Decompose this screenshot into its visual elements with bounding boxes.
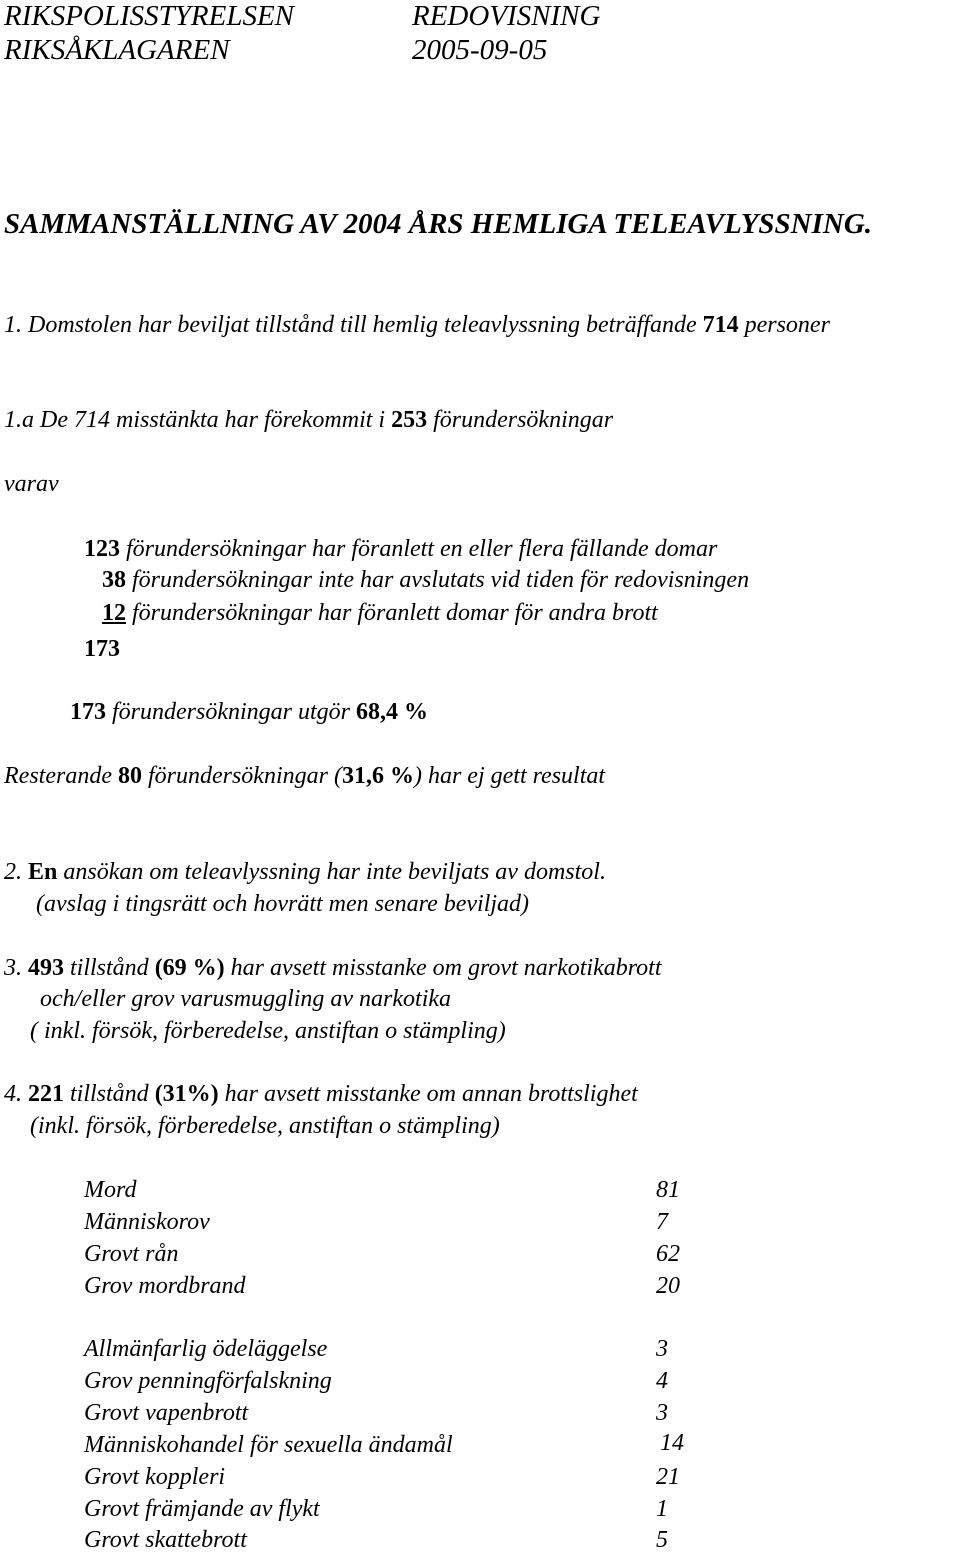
item1a-line [4,408,613,432]
item3-num: 3. [4,955,22,981]
crime-name: Grovt vapenbrott [84,1400,249,1426]
header-org2: RIKSÅKLAGAREN [4,34,230,66]
breakdown-sum-value: 173 [84,636,120,662]
crime-name: Grovt skattebrott [84,1527,247,1553]
crime-name: Mord [84,1177,137,1203]
crime-name: Människohandel för sexuella ändamål [84,1432,453,1458]
breakdown-text-3: förundersökningar har föranlett domar för andra brott [132,600,658,626]
summary-percent: 68,4 % [356,699,429,725]
breakdown-value-1: 123 [84,536,120,562]
item1a-value: 253 [391,407,428,433]
item2-line2: (avslag i tingsrätt och hovrätt men senare beviljad) [36,891,530,917]
rest-text: förundersökningar ( [147,763,342,789]
crime-name: Människorov [84,1209,210,1235]
rest-percent: 31,6 % [341,763,414,789]
crime-count: 81 [656,1177,680,1203]
breakdown-line-3 [102,601,658,625]
item4-num: 4. [4,1081,22,1107]
crime-count: 21 [656,1464,680,1490]
item2-num: 2. [4,859,22,885]
breakdown-value-2: 38 [102,567,126,593]
rest-suffix: ) har ej gett resultat [413,763,606,789]
crime-name: Grov mordbrand [84,1273,246,1299]
summary-line [70,700,428,724]
item1a-suffix: förundersökningar [433,407,614,433]
item2-bold: En [28,859,58,885]
crime-count: 14 [660,1430,684,1456]
item4-value: 221 [28,1081,64,1107]
item2-line [4,860,606,884]
breakdown-value-3: 12 [102,600,126,626]
rest-value: 80 [117,763,142,789]
breakdown-line-1 [84,537,717,561]
item3-percent: (69 %) [154,955,225,981]
summary-value: 173 [70,699,106,725]
breakdown-text-1: förundersökningar har föranlett en eller flera fällande domar [126,536,718,562]
rest-prefix: Resterande [4,763,112,789]
breakdown-text-2: förundersökningar inte har avslutats vid tiden för redovisningen [132,567,750,593]
crime-count: 4 [656,1368,668,1394]
item4-line [4,1082,638,1106]
crime-name: Grovt koppleri [84,1464,226,1490]
summary-text: förundersökningar utgör [112,699,351,725]
item4-percent: (31%) [154,1081,219,1107]
item3-line2: och/eller grov varusmuggling av narkotika [40,986,452,1012]
crime-count: 5 [656,1527,668,1553]
crime-count: 3 [656,1400,668,1426]
item4-text1: tillstånd [70,1081,149,1107]
item1-value: 714 [702,312,739,338]
crime-name: Grovt främjande av flykt [84,1496,320,1522]
item1a-prefix: 1.a De 714 misstänkta har förekommit i [4,407,386,433]
breakdown-sum [84,637,120,661]
crime-count: 1 [656,1496,668,1522]
header-org1: RIKSPOLISSTYRELSEN [4,0,295,32]
crime-name: Allmänfarlig ödeläggelse [84,1336,328,1362]
item4-text2: har avsett misstanke om annan brottslighet [224,1081,638,1107]
crime-count: 3 [656,1336,668,1362]
header-date: 2005-09-05 [412,34,548,66]
crime-name: Grovt rån [84,1241,179,1267]
item3-text2: har avsett misstanke om grovt narkotikabrott [230,955,662,981]
varav-label: varav [4,471,59,497]
item3-text1: tillstånd [70,955,149,981]
item1-line [4,313,830,337]
rest-line [4,764,605,788]
item4-line2: (inkl. försök, förberedelse, anstiftan o stämpling) [30,1113,500,1139]
crime-name: Grov penningförfalskning [84,1368,332,1394]
crime-count: 20 [656,1273,680,1299]
item3-line3: ( inkl. försök, förberedelse, anstiftan o stämpling) [30,1018,506,1044]
item1-suffix: personer [744,312,830,338]
crime-count: 62 [656,1241,680,1267]
document-title: SAMMANSTÄLLNING AV 2004 ÅRS HEMLIGA TELEAVLYSSNING. [4,208,873,240]
crime-count: 7 [656,1209,668,1235]
item3-line [4,956,662,980]
breakdown-line-2 [102,568,749,592]
item2-text: ansökan om teleavlyssning har inte beviljats av domstol. [63,859,606,885]
item3-value: 493 [28,955,64,981]
header-doc-type: REDOVISNING [412,0,601,32]
item1-prefix: 1. Domstolen har beviljat tillstånd till hemlig teleavlyssning beträffande [4,312,697,338]
